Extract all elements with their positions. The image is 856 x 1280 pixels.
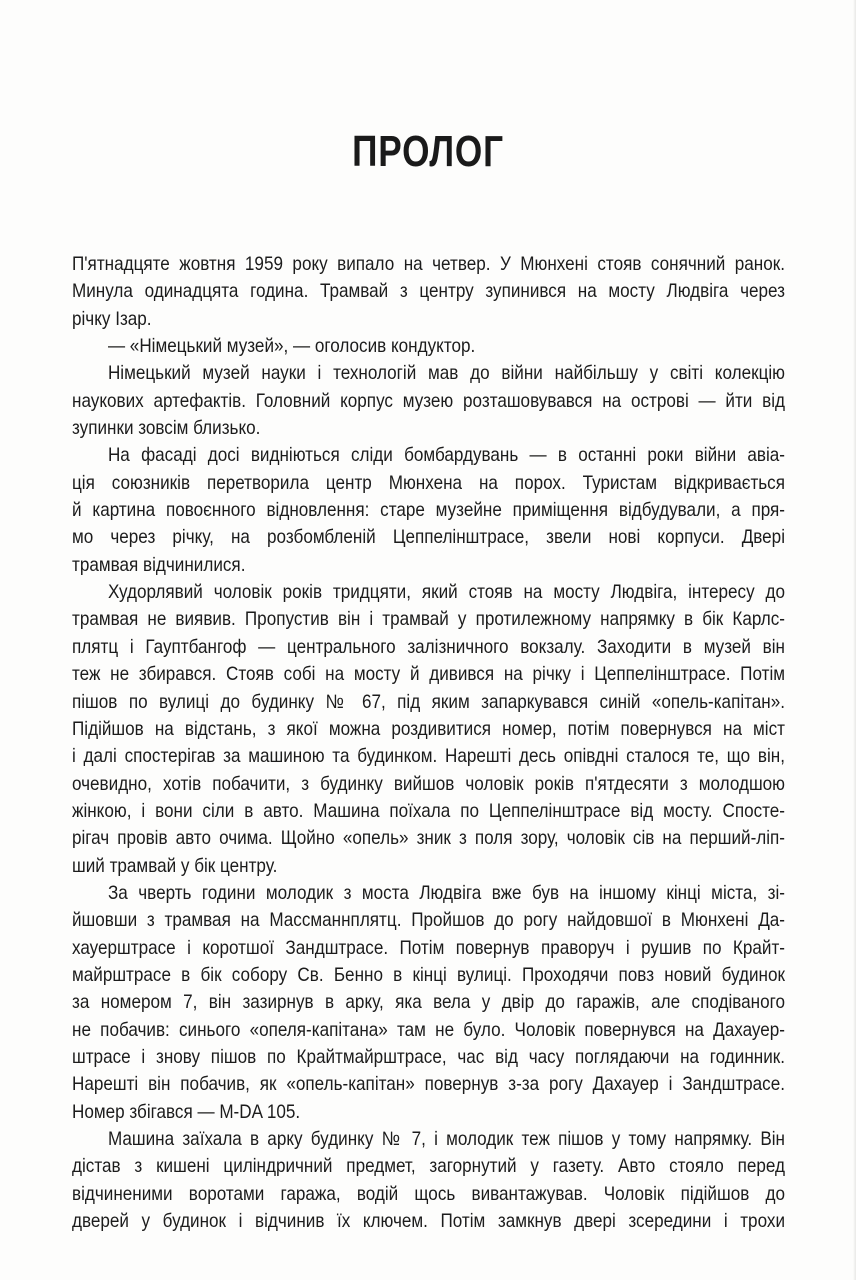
text-line: очевидно, хотів побачити, з будинку вийшов чоловік років п'ятдесяти з молодшою <box>72 772 786 795</box>
text-line: наукових артефактів. Головний корпус музею розташовувався на острові — йти від <box>72 389 786 412</box>
paragraph <box>72 579 785 880</box>
text-line: Номер збігався — M-DA 105. <box>72 1100 301 1123</box>
text-line: теж не збирався. Стояв собі на мосту й дивився на річку і Цеппелінштрасе. Потім <box>72 663 786 686</box>
text-line: плятц і Гауптбангоф — центрального залізничного вокзалу. Заходити в музей він <box>72 635 786 658</box>
text-line: Машина заїхала в арку будинку № 7, і молодик теж пішов у тому напрямку. Він <box>107 1128 786 1150</box>
body-text <box>72 251 785 1235</box>
text-line: На фасаді досі видніються сліди бомбардувань — в останні роки війни авіа- <box>107 444 786 467</box>
text-line: — «Німецький музей», — оголосив кондуктор. <box>107 335 476 358</box>
text-line: йшовши з трамвая на Массманнплятц. Пройшов до рогу найдовшої в Мюнхені Да- <box>72 909 786 932</box>
text-line: зупинки зовсім близько. <box>72 417 261 440</box>
paragraph <box>72 442 785 579</box>
text-line: рігач провів авто очима. Щойно «опель» зник з поля зору, чоловік сів на перший-ліп- <box>72 827 786 850</box>
text-line: і далі спостерігав за машиною та будинком. Нарешті десь опівдні сталося те, що він, <box>72 745 786 768</box>
text-line: дверей у будинок і відчинив їх ключем. Потім замкнув двері зсередини і трохи <box>72 1210 786 1233</box>
text-line: трамвая відчинилися. <box>72 553 246 576</box>
text-line: Німецький музей науки і технологій мав до війни найбільшу у світі колекцію <box>107 362 786 385</box>
text-line: Худорлявий чоловік років тридцяти, який стояв на мосту Людвіга, інтересу до <box>107 581 786 604</box>
text-line: жінкою, і вони сіли в авто. Машина поїхала по Цеппелінштрасе від мосту. Спосте- <box>72 799 786 822</box>
text-line: мо через річку, на розбомбленій Цеппелінштрасе, звели нові корпуси. Двері <box>72 526 786 549</box>
text-line: штрасе і знову пішов по Крайтмайрштрасе, час від часу поглядаючи на годинник. <box>72 1045 786 1068</box>
text-line: хауерштрасе і коротшої Зандштрасе. Потім повернув праворуч і рушив по Крайт- <box>72 936 786 959</box>
text-line: пішов по вулиці до будинку № 67, під яким запаркувався синій «опель-капітан». <box>72 690 786 713</box>
text-line: за номером 7, він зазирнув в арку, яка вела у двір до гаражів, але сподіваного <box>72 991 786 1014</box>
text-line: Нарешті він побачив, як «опель-капітан» повернув з-за рогу Дахауер і Зандштрасе. <box>72 1073 786 1096</box>
text-line: майрштрасе в бік собору Св. Бенно в кінці вулиці. Проходячи повз новий будинок <box>72 963 786 986</box>
text-line: й картина повоєнного відновлення: старе музейне приміщення відбудували, а пря- <box>72 499 786 522</box>
paragraph <box>72 1126 785 1235</box>
text-line: ція союзників перетворила центр Мюнхена на порох. Туристам відкривається <box>72 471 786 494</box>
text-line: Підійшов на відстань, з якої можна роздивитися номер, потім повернувся на міст <box>72 717 786 740</box>
text-line: За чверть години молодик з моста Людвіга вже був на іншому кінці міста, зі- <box>107 881 786 904</box>
paragraph <box>72 360 785 442</box>
paragraph <box>72 880 785 1126</box>
chapter-title: ПРОЛОГ <box>352 127 504 176</box>
text-line: трамвая не виявив. Пропустив він і трамвай у протилежному напрямку в бік Карлс- <box>72 608 786 631</box>
text-line: річку Ізар. <box>72 307 152 330</box>
text-line: Минула одинадцята година. Трамвай з центру зупинився на мосту Людвіга через <box>72 280 786 303</box>
text-line: П'ятнадцяте жовтня 1959 року випало на четвер. У Мюнхені стояв сонячний ранок. <box>72 253 786 275</box>
text-line: відчиненими воротами гаража, водій щось вивантажував. Чоловік підійшов до <box>72 1182 786 1205</box>
text-line: дістав з кишені циліндричний предмет, загорнутий у газету. Авто стояло перед <box>72 1155 786 1178</box>
paragraph <box>72 333 785 360</box>
paragraph <box>72 251 785 333</box>
text-line: ший трамвай у бік центру. <box>72 854 278 877</box>
text-line: не побачив: синього «опеля-капітана» там не було. Чоловік повернувся на Дахауер- <box>72 1018 786 1041</box>
